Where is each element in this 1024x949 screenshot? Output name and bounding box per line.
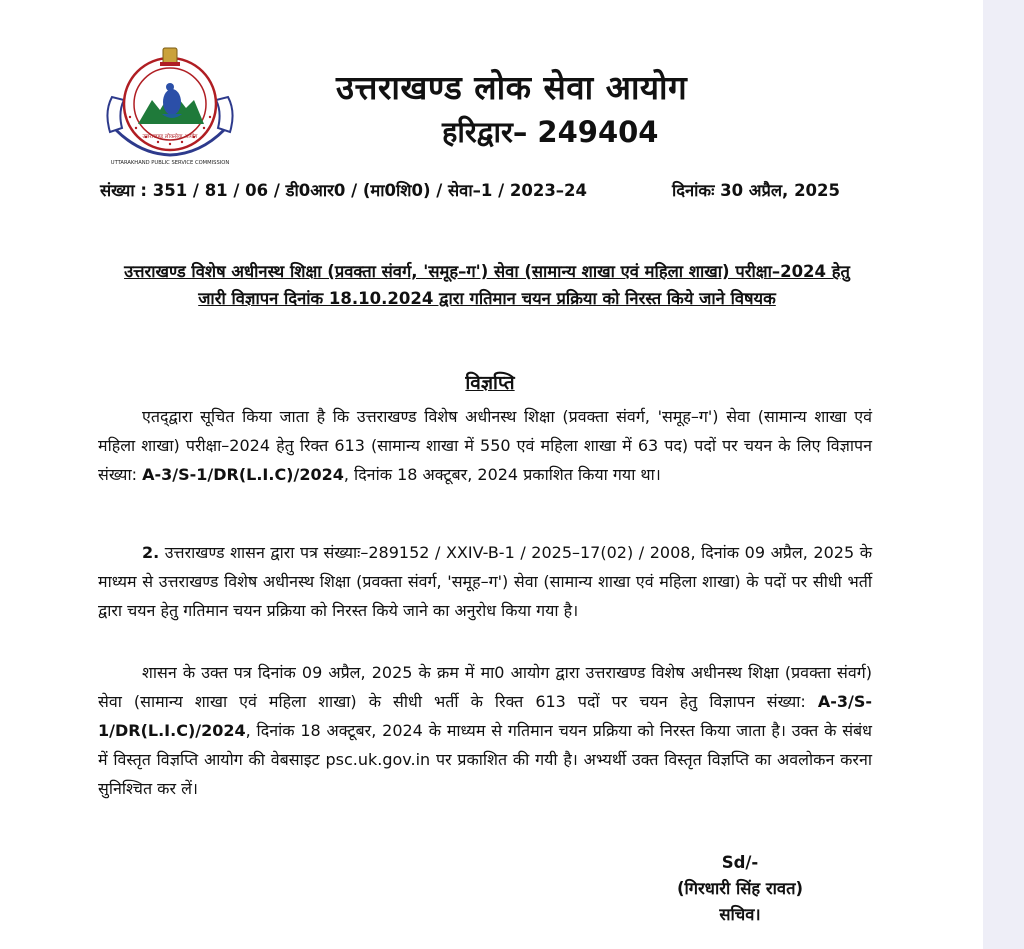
emblem-ring-text: उत्तराखण्ड लोकसेवा आयोग <box>142 134 198 140</box>
paragraph-1-text-a: एतद्‌द्वारा सूचित किया जाता है कि उत्तराखण्ड विशेष अधीनस्थ शिक्षा (प्रवक्ता संवर्ग, 'समूह–ग') सेवा (सामान्य शाखा एवं महिला शाखा) परीक्षा–2024 हेतु रिक्त 613 (सामान्य शाखा में 550 एवं महिला शाखा में 63 पद) पदों पर चयन के लिए विज्ञापन संख्या: <box>98 407 872 484</box>
signatory-name: (गिरधारी सिंह रावत) <box>676 879 804 898</box>
signature-sd: Sd/- <box>721 853 759 872</box>
signature-block <box>650 850 830 928</box>
paragraph-2 <box>98 538 872 625</box>
emblem-caption: UTTARAKHAND PUBLIC SERVICE COMMISSION <box>110 160 230 166</box>
advertisement-code: A-3/S-1/DR(L.I.C)/2024 <box>98 692 872 740</box>
organization-name: उत्तराखण्ड लोक सेवा आयोग <box>336 68 688 107</box>
organization-address: हरिद्वार– 249404 <box>442 115 659 149</box>
paragraph-number: 2. <box>142 543 160 562</box>
viewer-margin <box>983 0 1024 949</box>
notice-heading: विज्ञप्ति <box>465 372 515 394</box>
commission-emblem <box>100 42 240 167</box>
signatory-designation: सचिव। <box>719 905 761 924</box>
paragraph-2-text: उत्तराखण्ड शासन द्वारा पत्र संख्याः–289152 / XXIV-B-1 / 2025–17(02) / 2008, दिनांक 09 अप्रैल, 2025 के माध्यम से उत्तराखण्ड विशेष अधीनस्थ शिक्षा (प्रवक्ता संवर्ग, 'समूह–ग') सेवा (सामान्य शाखा एवं महिला शाखा) के पदों पर सीधी भर्ती द्वारा चयन हेतु गतिमान चयन प्रक्रिया को निरस्त किये जाने का अनुरोध किया गया है। <box>98 543 872 620</box>
reference-number: संख्या : 351 / 81 / 06 / डी0आर0 / (मा0शि0) / सेवा–1 / 2023–24 <box>100 181 588 200</box>
issue-date: दिनांकः 30 अप्रैल, 2025 <box>671 181 840 200</box>
advertisement-code: A-3/S-1/DR(L.I.C)/2024 <box>142 465 344 484</box>
paragraph-3 <box>98 658 872 803</box>
paragraph-3-text-a: शासन के उक्त पत्र दिनांक 09 अप्रैल, 2025 के क्रम में मा0 आयोग द्वारा उत्तराखण्ड विशेष अधीनस्थ शिक्षा (प्रवक्ता संवर्ग) सेवा (सामान्य शाखा एवं महिला शाखा) के सीधी भर्ती के रिक्त 613 पदों पर चयन हेतु विज्ञापन संख्या: <box>98 663 872 711</box>
paragraph-1 <box>98 402 872 489</box>
paragraph-1-text-b: , दिनांक 18 अक्टूबर, 2024 प्रकाशित किया गया था। <box>343 465 661 484</box>
paragraph-3-text-b: , दिनांक 18 अक्टूबर, 2024 के माध्यम से गतिमान चयन प्रक्रिया को निरस्त किया जाता है। उक्त के संबंध में विस्तृत विज्ञप्ति आयोग की वेबसाइट psc.uk.gov.in पर प्रकाशित की गयी है। अभ्यर्थी उक्त विस्तृत विज्ञप्ति का अवलोकन करना सुनिश्चित कर लें। <box>98 721 872 798</box>
subject-line: उत्तराखण्ड विशेष अधीनस्थ शिक्षा (प्रवक्ता संवर्ग, 'समूह–ग') सेवा (सामान्य शाखा एवं महिला शाखा) परीक्षा–2024 हेतु जारी विज्ञापन दिनांक 18.10.2024 द्वारा गतिमान चयन प्रक्रिया को निरस्त किये जाने विषयक <box>124 262 850 308</box>
